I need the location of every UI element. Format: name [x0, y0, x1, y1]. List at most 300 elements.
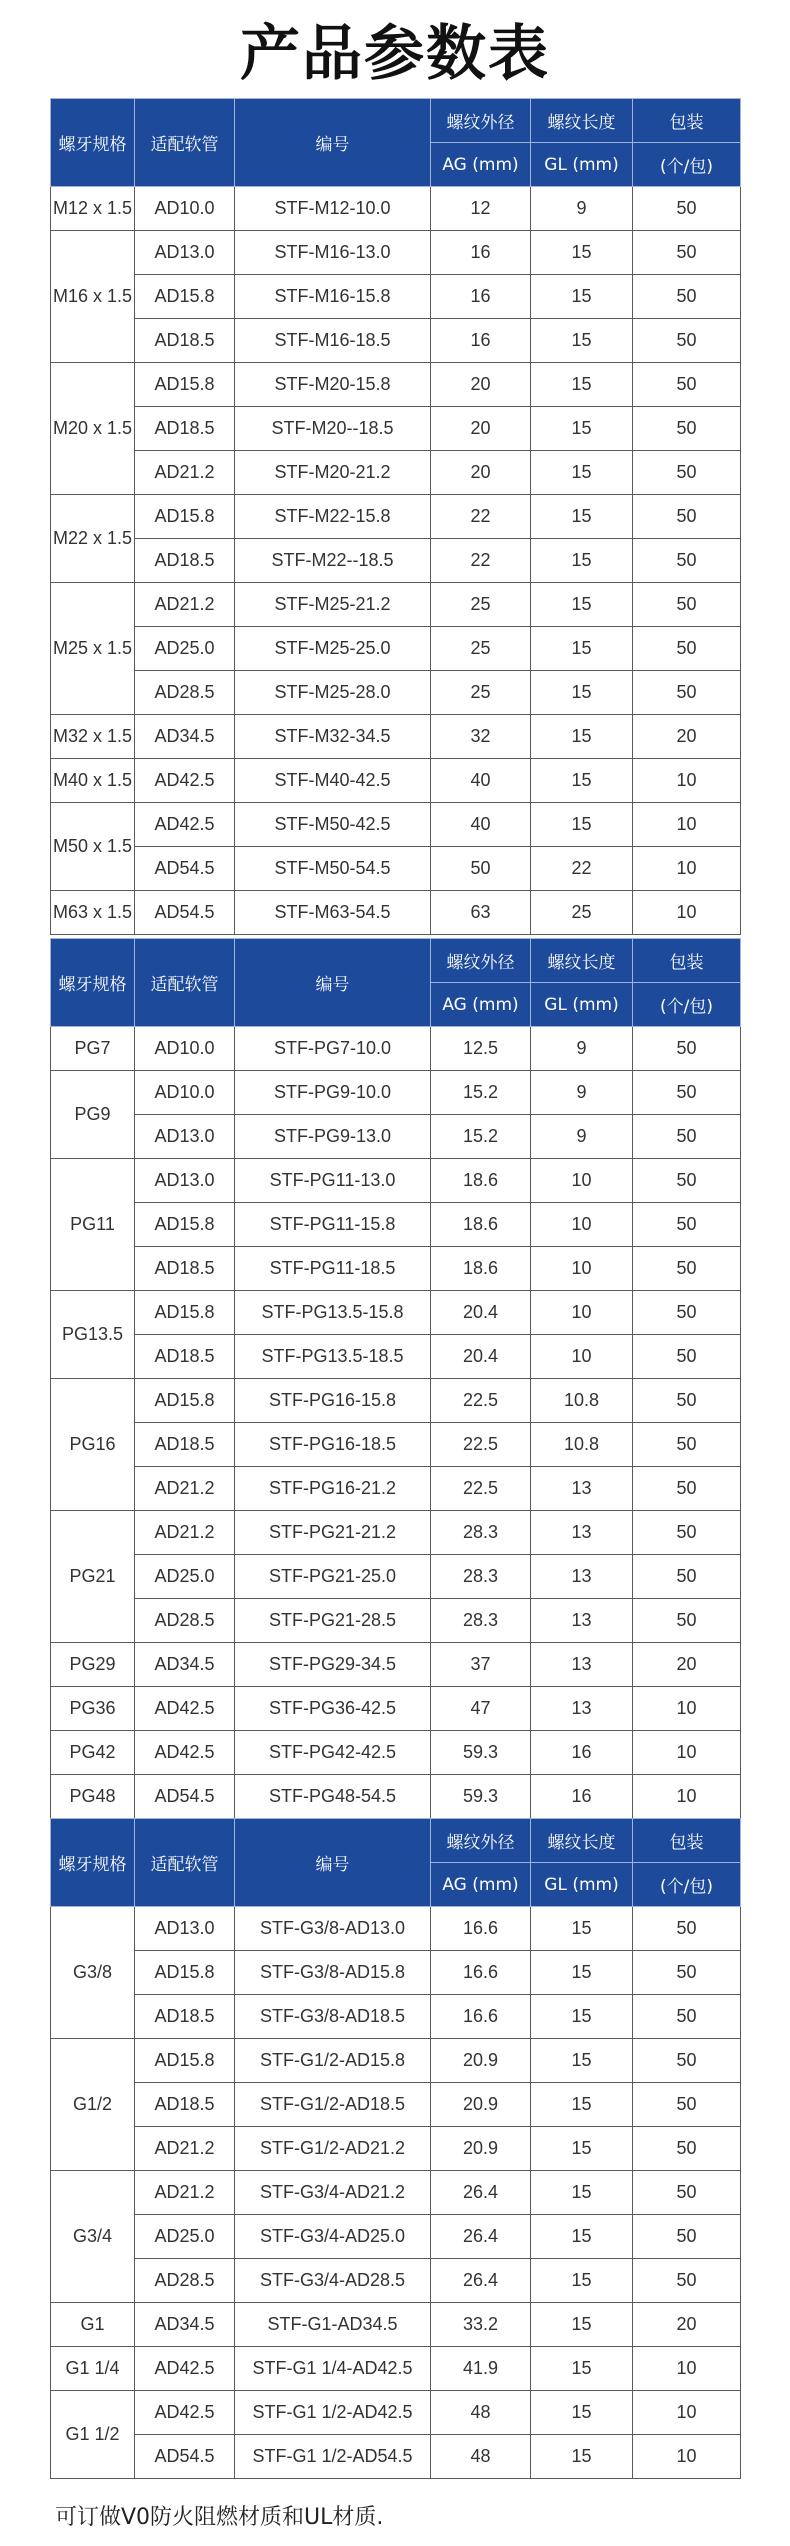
pack-cell: 50: [633, 671, 741, 715]
code-cell: STF-PG16-21.2: [235, 1467, 431, 1511]
length-cell: 15: [531, 2303, 633, 2347]
length-cell: 15: [531, 671, 633, 715]
thread-spec-cell: PG16: [51, 1379, 135, 1511]
code-cell: STF-M63-54.5: [235, 891, 431, 935]
code-cell: STF-PG36-42.5: [235, 1687, 431, 1731]
length-cell: 15: [531, 583, 633, 627]
thread-spec-cell: G1/2: [51, 2039, 135, 2171]
hose-cell: AD25.0: [135, 2215, 235, 2259]
thread-spec-cell: PG7: [51, 1027, 135, 1071]
table-row: [51, 2171, 741, 2215]
code-cell: STF-G1 1/2-AD42.5: [235, 2391, 431, 2435]
footnote: 可订做V0防火阻燃材质和UL材质.: [55, 2505, 384, 2530]
header-outer-dia: 螺纹外径: [431, 99, 531, 143]
length-cell: 15: [531, 231, 633, 275]
code-cell: STF-PG16-15.8: [235, 1379, 431, 1423]
outer-dia-cell: 41.9: [431, 2347, 531, 2391]
code-cell: STF-M32-34.5: [235, 715, 431, 759]
pack-cell: 50: [633, 1599, 741, 1643]
length-cell: 15: [531, 2083, 633, 2127]
code-cell: STF-PG9-10.0: [235, 1071, 431, 1115]
outer-dia-cell: 25: [431, 671, 531, 715]
outer-dia-cell: 22.5: [431, 1379, 531, 1423]
hose-cell: AD54.5: [135, 891, 235, 935]
outer-dia-cell: 25: [431, 627, 531, 671]
table-row: [51, 2259, 741, 2303]
pack-cell: 10: [633, 2391, 741, 2435]
pack-cell: 50: [633, 2171, 741, 2215]
pack-cell: 50: [633, 1511, 741, 1555]
hose-cell: AD15.8: [135, 363, 235, 407]
length-cell: 13: [531, 1467, 633, 1511]
header-outer-dia: 螺纹外径: [431, 1819, 531, 1863]
length-cell: 15: [531, 2215, 633, 2259]
table-row: [51, 231, 741, 275]
hose-cell: AD21.2: [135, 2127, 235, 2171]
table-row: [51, 2391, 741, 2435]
length-cell: 10: [531, 1291, 633, 1335]
table-row: [51, 451, 741, 495]
hose-cell: AD42.5: [135, 1731, 235, 1775]
outer-dia-cell: 48: [431, 2391, 531, 2435]
hose-cell: AD21.2: [135, 2171, 235, 2215]
table-row: [51, 1159, 741, 1203]
pack-cell: 10: [633, 2347, 741, 2391]
pack-cell: 50: [633, 2083, 741, 2127]
code-cell: STF-PG11-18.5: [235, 1247, 431, 1291]
length-cell: 10.8: [531, 1423, 633, 1467]
header-outer-dia-unit: AG (mm): [431, 983, 531, 1027]
header-code: 编号: [235, 1819, 431, 1907]
page-title: 产品参数表: [240, 19, 550, 89]
table-row: [51, 495, 741, 539]
spec-table-pg: [50, 938, 741, 1819]
hose-cell: AD15.8: [135, 1379, 235, 1423]
code-cell: STF-G1-AD34.5: [235, 2303, 431, 2347]
pack-cell: 10: [633, 1775, 741, 1819]
thread-spec-cell: M50 x 1.5: [51, 803, 135, 891]
length-cell: 15: [531, 1995, 633, 2039]
code-cell: STF-PG16-18.5: [235, 1423, 431, 1467]
code-cell: STF-M20-15.8: [235, 363, 431, 407]
outer-dia-cell: 28.3: [431, 1599, 531, 1643]
table-row: [51, 1951, 741, 1995]
code-cell: STF-G1/2-AD18.5: [235, 2083, 431, 2127]
pack-cell: 50: [633, 1907, 741, 1951]
code-cell: STF-M50-42.5: [235, 803, 431, 847]
pack-cell: 50: [633, 1247, 741, 1291]
length-cell: 15: [531, 319, 633, 363]
table-row: [51, 539, 741, 583]
table-row: [51, 1423, 741, 1467]
outer-dia-cell: 26.4: [431, 2259, 531, 2303]
pack-cell: 50: [633, 451, 741, 495]
hose-cell: AD18.5: [135, 407, 235, 451]
code-cell: STF-M50-54.5: [235, 847, 431, 891]
outer-dia-cell: 37: [431, 1643, 531, 1687]
pack-cell: 50: [633, 495, 741, 539]
header-hose: 适配软管: [135, 99, 235, 187]
outer-dia-cell: 18.6: [431, 1247, 531, 1291]
pack-cell: 50: [633, 407, 741, 451]
code-cell: STF-M12-10.0: [235, 187, 431, 231]
table-header-row: [51, 99, 741, 143]
hose-cell: AD54.5: [135, 847, 235, 891]
length-cell: 10: [531, 1203, 633, 1247]
hose-cell: AD34.5: [135, 1643, 235, 1687]
hose-cell: AD18.5: [135, 2083, 235, 2127]
table-row: [51, 187, 741, 231]
pack-cell: 50: [633, 1115, 741, 1159]
length-cell: 15: [531, 363, 633, 407]
hose-cell: AD21.2: [135, 451, 235, 495]
hose-cell: AD18.5: [135, 539, 235, 583]
header-pack: 包装: [633, 99, 741, 143]
hose-cell: AD42.5: [135, 2391, 235, 2435]
header-thread-spec: 螺牙规格: [51, 1819, 135, 1907]
length-cell: 15: [531, 2127, 633, 2171]
length-cell: 22: [531, 847, 633, 891]
outer-dia-cell: 59.3: [431, 1775, 531, 1819]
hose-cell: AD42.5: [135, 2347, 235, 2391]
outer-dia-cell: 33.2: [431, 2303, 531, 2347]
length-cell: 13: [531, 1687, 633, 1731]
thread-spec-cell: G3/4: [51, 2171, 135, 2303]
outer-dia-cell: 16.6: [431, 1907, 531, 1951]
length-cell: 15: [531, 2259, 633, 2303]
header-outer-dia: 螺纹外径: [431, 939, 531, 983]
pack-cell: 20: [633, 2303, 741, 2347]
code-cell: STF-G3/4-AD21.2: [235, 2171, 431, 2215]
table-row: [51, 2347, 741, 2391]
table-row: [51, 759, 741, 803]
outer-dia-cell: 16.6: [431, 1995, 531, 2039]
header-code: 编号: [235, 939, 431, 1027]
length-cell: 9: [531, 1115, 633, 1159]
thread-spec-cell: M25 x 1.5: [51, 583, 135, 715]
code-cell: STF-PG9-13.0: [235, 1115, 431, 1159]
thread-spec-cell: G1 1/2: [51, 2391, 135, 2479]
length-cell: 15: [531, 2347, 633, 2391]
outer-dia-cell: 18.6: [431, 1203, 531, 1247]
table-row: [51, 1731, 741, 1775]
table-row: [51, 407, 741, 451]
code-cell: STF-PG42-42.5: [235, 1731, 431, 1775]
hose-cell: AD15.8: [135, 1951, 235, 1995]
outer-dia-cell: 40: [431, 803, 531, 847]
table-header-row: [51, 939, 741, 983]
length-cell: 15: [531, 2039, 633, 2083]
table-row: [51, 1335, 741, 1379]
outer-dia-cell: 48: [431, 2435, 531, 2479]
outer-dia-cell: 12: [431, 187, 531, 231]
length-cell: 15: [531, 715, 633, 759]
outer-dia-cell: 40: [431, 759, 531, 803]
spec-table-metric: [50, 98, 741, 935]
hose-cell: AD13.0: [135, 1907, 235, 1951]
pack-cell: 50: [633, 187, 741, 231]
length-cell: 15: [531, 407, 633, 451]
outer-dia-cell: 22.5: [431, 1467, 531, 1511]
code-cell: STF-M20--18.5: [235, 407, 431, 451]
pack-cell: 50: [633, 2039, 741, 2083]
length-cell: 9: [531, 1027, 633, 1071]
outer-dia-cell: 22: [431, 539, 531, 583]
table-row: [51, 1599, 741, 1643]
hose-cell: AD28.5: [135, 671, 235, 715]
outer-dia-cell: 20.4: [431, 1291, 531, 1335]
length-cell: 10: [531, 1247, 633, 1291]
length-cell: 10: [531, 1335, 633, 1379]
pack-cell: 50: [633, 1467, 741, 1511]
pack-cell: 50: [633, 539, 741, 583]
thread-spec-cell: M32 x 1.5: [51, 715, 135, 759]
table-row: [51, 1555, 741, 1599]
outer-dia-cell: 20.9: [431, 2127, 531, 2171]
header-code: 编号: [235, 99, 431, 187]
table-row: [51, 2127, 741, 2171]
table-row: [51, 1907, 741, 1951]
hose-cell: AD18.5: [135, 1335, 235, 1379]
pack-cell: 50: [633, 1291, 741, 1335]
code-cell: STF-G3/8-AD15.8: [235, 1951, 431, 1995]
pack-cell: 50: [633, 583, 741, 627]
table-row: [51, 319, 741, 363]
outer-dia-cell: 22.5: [431, 1423, 531, 1467]
outer-dia-cell: 50: [431, 847, 531, 891]
outer-dia-cell: 20.9: [431, 2083, 531, 2127]
hose-cell: AD10.0: [135, 1027, 235, 1071]
length-cell: 15: [531, 275, 633, 319]
code-cell: STF-PG11-15.8: [235, 1203, 431, 1247]
outer-dia-cell: 20: [431, 407, 531, 451]
table-row: [51, 583, 741, 627]
hose-cell: AD18.5: [135, 1247, 235, 1291]
outer-dia-cell: 16.6: [431, 1951, 531, 1995]
header-pack-unit: (个/包): [633, 983, 741, 1027]
thread-spec-cell: G1 1/4: [51, 2347, 135, 2391]
code-cell: STF-G1/2-AD15.8: [235, 2039, 431, 2083]
hose-cell: AD15.8: [135, 2039, 235, 2083]
table-row: [51, 275, 741, 319]
pack-cell: 20: [633, 1643, 741, 1687]
pack-cell: 50: [633, 1335, 741, 1379]
thread-spec-cell: PG9: [51, 1071, 135, 1159]
hose-cell: AD34.5: [135, 2303, 235, 2347]
hose-cell: AD18.5: [135, 1995, 235, 2039]
code-cell: STF-M16-13.0: [235, 231, 431, 275]
hose-cell: AD42.5: [135, 803, 235, 847]
pack-cell: 10: [633, 759, 741, 803]
table-row: [51, 1247, 741, 1291]
outer-dia-cell: 28.3: [431, 1555, 531, 1599]
table-row: [51, 715, 741, 759]
code-cell: STF-M25-28.0: [235, 671, 431, 715]
table-row: [51, 2083, 741, 2127]
pack-cell: 20: [633, 715, 741, 759]
length-cell: 15: [531, 627, 633, 671]
code-cell: STF-PG11-13.0: [235, 1159, 431, 1203]
hose-cell: AD54.5: [135, 2435, 235, 2479]
outer-dia-cell: 47: [431, 1687, 531, 1731]
thread-spec-cell: M20 x 1.5: [51, 363, 135, 495]
hose-cell: AD15.8: [135, 495, 235, 539]
table-row: [51, 1995, 741, 2039]
header-pack: 包装: [633, 939, 741, 983]
thread-spec-cell: PG11: [51, 1159, 135, 1291]
outer-dia-cell: 16: [431, 319, 531, 363]
code-cell: STF-G3/4-AD25.0: [235, 2215, 431, 2259]
thread-spec-cell: PG42: [51, 1731, 135, 1775]
code-cell: STF-M22-15.8: [235, 495, 431, 539]
code-cell: STF-M25-21.2: [235, 583, 431, 627]
table-row: [51, 2215, 741, 2259]
pack-cell: 10: [633, 1731, 741, 1775]
code-cell: STF-G3/4-AD28.5: [235, 2259, 431, 2303]
hose-cell: AD10.0: [135, 187, 235, 231]
outer-dia-cell: 15.2: [431, 1115, 531, 1159]
table-row: [51, 847, 741, 891]
header-hose: 适配软管: [135, 1819, 235, 1907]
hose-cell: AD28.5: [135, 2259, 235, 2303]
hose-cell: AD13.0: [135, 1115, 235, 1159]
pack-cell: 50: [633, 627, 741, 671]
length-cell: 15: [531, 539, 633, 583]
header-length-unit: GL (mm): [531, 143, 633, 187]
table-row: [51, 1379, 741, 1423]
thread-spec-cell: M12 x 1.5: [51, 187, 135, 231]
length-cell: 16: [531, 1775, 633, 1819]
pack-cell: 50: [633, 319, 741, 363]
outer-dia-cell: 26.4: [431, 2215, 531, 2259]
hose-cell: AD13.0: [135, 231, 235, 275]
thread-spec-cell: PG36: [51, 1687, 135, 1731]
pack-cell: 50: [633, 1071, 741, 1115]
table-row: [51, 363, 741, 407]
table-row: [51, 1467, 741, 1511]
pack-cell: 50: [633, 275, 741, 319]
thread-spec-cell: M16 x 1.5: [51, 231, 135, 363]
length-cell: 15: [531, 803, 633, 847]
pack-cell: 50: [633, 1379, 741, 1423]
hose-cell: AD15.8: [135, 1203, 235, 1247]
table-row: [51, 627, 741, 671]
code-cell: STF-M25-25.0: [235, 627, 431, 671]
outer-dia-cell: 15.2: [431, 1071, 531, 1115]
outer-dia-cell: 20.9: [431, 2039, 531, 2083]
hose-cell: AD18.5: [135, 319, 235, 363]
table-row: [51, 1291, 741, 1335]
table-row: [51, 891, 741, 935]
header-pack: 包装: [633, 1819, 741, 1863]
outer-dia-cell: 20: [431, 363, 531, 407]
code-cell: STF-G3/8-AD13.0: [235, 1907, 431, 1951]
pack-cell: 50: [633, 1159, 741, 1203]
outer-dia-cell: 12.5: [431, 1027, 531, 1071]
table-row: [51, 1115, 741, 1159]
hose-cell: AD13.0: [135, 1159, 235, 1203]
pack-cell: 50: [633, 1951, 741, 1995]
header-pack-unit: (个/包): [633, 143, 741, 187]
length-cell: 13: [531, 1511, 633, 1555]
code-cell: STF-G1/2-AD21.2: [235, 2127, 431, 2171]
code-cell: STF-PG13.5-15.8: [235, 1291, 431, 1335]
header-outer-dia-unit: AG (mm): [431, 143, 531, 187]
pack-cell: 10: [633, 847, 741, 891]
table-row: [51, 2303, 741, 2347]
outer-dia-cell: 22: [431, 495, 531, 539]
thread-spec-cell: PG48: [51, 1775, 135, 1819]
table-row: [51, 1203, 741, 1247]
header-pack-unit: (个/包): [633, 1863, 741, 1907]
length-cell: 15: [531, 759, 633, 803]
code-cell: STF-G3/8-AD18.5: [235, 1995, 431, 2039]
thread-spec-cell: PG21: [51, 1511, 135, 1643]
pack-cell: 50: [633, 363, 741, 407]
code-cell: STF-PG21-21.2: [235, 1511, 431, 1555]
length-cell: 15: [531, 495, 633, 539]
table-row: [51, 2039, 741, 2083]
code-cell: STF-PG13.5-18.5: [235, 1335, 431, 1379]
hose-cell: AD15.8: [135, 1291, 235, 1335]
outer-dia-cell: 26.4: [431, 2171, 531, 2215]
pack-cell: 10: [633, 2435, 741, 2479]
code-cell: STF-M20-21.2: [235, 451, 431, 495]
hose-cell: AD28.5: [135, 1599, 235, 1643]
outer-dia-cell: 25: [431, 583, 531, 627]
code-cell: STF-G1 1/4-AD42.5: [235, 2347, 431, 2391]
length-cell: 25: [531, 891, 633, 935]
pack-cell: 10: [633, 803, 741, 847]
code-cell: STF-PG29-34.5: [235, 1643, 431, 1687]
pack-cell: 50: [633, 1555, 741, 1599]
table-row: [51, 1775, 741, 1819]
hose-cell: AD42.5: [135, 759, 235, 803]
length-cell: 15: [531, 2435, 633, 2479]
header-hose: 适配软管: [135, 939, 235, 1027]
thread-spec-cell: M40 x 1.5: [51, 759, 135, 803]
length-cell: 9: [531, 1071, 633, 1115]
pack-cell: 50: [633, 2259, 741, 2303]
pack-cell: 50: [633, 2215, 741, 2259]
code-cell: STF-G1 1/2-AD54.5: [235, 2435, 431, 2479]
outer-dia-cell: 59.3: [431, 1731, 531, 1775]
header-length: 螺纹长度: [531, 939, 633, 983]
outer-dia-cell: 16: [431, 231, 531, 275]
spec-table-g: [50, 1818, 741, 2479]
hose-cell: AD42.5: [135, 1687, 235, 1731]
code-cell: STF-M16-18.5: [235, 319, 431, 363]
hose-cell: AD21.2: [135, 1511, 235, 1555]
hose-cell: AD25.0: [135, 1555, 235, 1599]
thread-spec-cell: PG13.5: [51, 1291, 135, 1379]
length-cell: 13: [531, 1599, 633, 1643]
hose-cell: AD10.0: [135, 1071, 235, 1115]
code-cell: STF-PG21-25.0: [235, 1555, 431, 1599]
hose-cell: AD54.5: [135, 1775, 235, 1819]
pack-cell: 50: [633, 1027, 741, 1071]
length-cell: 10.8: [531, 1379, 633, 1423]
length-cell: 15: [531, 2391, 633, 2435]
thread-spec-cell: M63 x 1.5: [51, 891, 135, 935]
thread-spec-cell: M22 x 1.5: [51, 495, 135, 583]
thread-spec-cell: G3/8: [51, 1907, 135, 2039]
length-cell: 13: [531, 1555, 633, 1599]
outer-dia-cell: 20.4: [431, 1335, 531, 1379]
thread-spec-cell: G1: [51, 2303, 135, 2347]
hose-cell: AD25.0: [135, 627, 235, 671]
header-length-unit: GL (mm): [531, 983, 633, 1027]
